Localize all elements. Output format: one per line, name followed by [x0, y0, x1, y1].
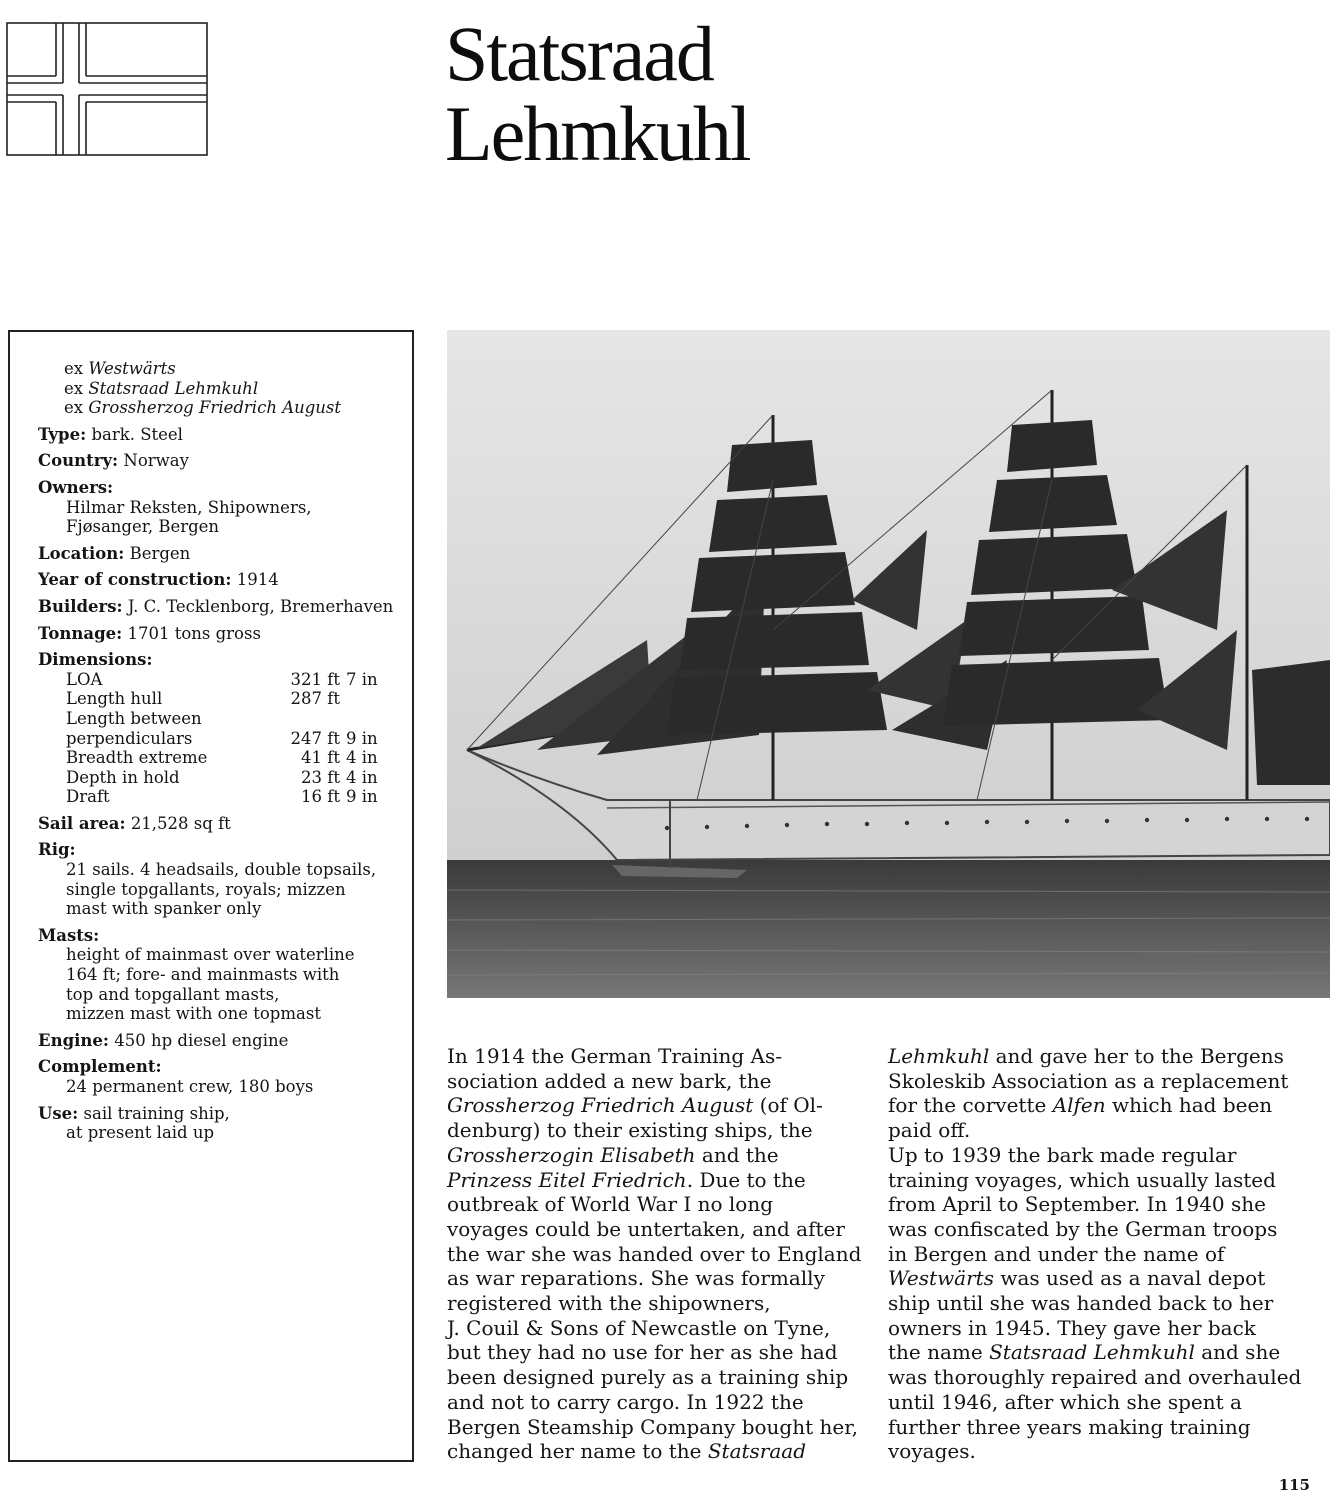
article-line [888, 1192, 1318, 1217]
article-line [888, 1316, 1318, 1341]
article-line [888, 1217, 1318, 1242]
norway-flag-outline-icon [6, 22, 208, 156]
text-run: training voyages, which usually lasted [888, 1167, 1276, 1192]
text-run: owners in 1945. They gave her back [888, 1315, 1256, 1340]
specifications-box [8, 330, 414, 1462]
article-line [888, 1044, 1318, 1069]
title-line-2: Lehmkuhl [445, 90, 750, 177]
spec-dimensions: Dimensions: LOA 321 ft 7 in Length hull 287 ft Length between perpendiculars 247 ft 9 in Breadth extreme 41 ft 4 in Depth in hold 23 ft 4 in Draft 16 ft 9 in [38, 650, 402, 807]
text-run: registered with the shipowners, [447, 1291, 771, 1316]
text-run: further three years making training [888, 1414, 1251, 1439]
former-name: ex Statsraad Lehmkuhl [64, 378, 259, 398]
text-run: was used as a naval depot [993, 1266, 1266, 1291]
article-line [888, 1093, 1318, 1118]
italic-ship-name: Westwärts [888, 1266, 994, 1291]
italic-ship-name: Statsraad [707, 1439, 807, 1464]
spec-engine: Engine: 450 hp diesel engine [38, 1030, 289, 1050]
italic-ship-name: Statsraad Lehmkuhl [989, 1340, 1195, 1365]
article-line [447, 1217, 862, 1242]
spec-location: Location: Bergen [38, 543, 191, 563]
italic-ship-name: Grossherzog Friedrich August [447, 1093, 754, 1118]
former-name: ex Grossherzog Friedrich August [64, 398, 342, 418]
page-title [445, 10, 750, 177]
article-line [447, 1093, 862, 1118]
article-line [888, 1069, 1318, 1094]
text-run: for the corvette [888, 1093, 1053, 1118]
article-line [447, 1340, 862, 1365]
text-run: but they had no use for her as she had [447, 1340, 838, 1365]
article-line [888, 1291, 1318, 1316]
text-run: J. Couil & Sons of Newcastle on Tyne, [447, 1315, 831, 1340]
article-line [447, 1168, 862, 1193]
article-line [447, 1242, 862, 1267]
text-run: denburg) to their existing ships, the [447, 1118, 813, 1143]
article-column-2 [888, 1044, 1318, 1464]
text-run: . Due to the [686, 1167, 806, 1192]
spec-masts: Masts: height of mainmast over waterline 164 ft; fore- and mainmasts with top and topgallant masts, mizzen mast with one topmast [38, 925, 355, 1024]
spec-complement: Complement: 24 permanent crew, 180 boys [38, 1057, 314, 1096]
text-run: paid off. [888, 1118, 971, 1143]
text-run: the war she was handed over to England [447, 1241, 862, 1266]
text-run: sociation added a new bark, the [447, 1068, 772, 1093]
spec-builders: Builders: J. C. Tecklenborg, Bremerhaven [38, 596, 394, 616]
text-run: Bergen Steamship Company bought her, [447, 1414, 858, 1439]
spec-tonnage: Tonnage: 1701 tons gross [38, 623, 261, 643]
article-line [447, 1069, 862, 1094]
spec-country: Country: Norway [38, 451, 189, 471]
text-run: until 1946, after which she spent a [888, 1389, 1242, 1414]
article-line [888, 1415, 1318, 1440]
text-run: Skoleskib Association as a replacement [888, 1068, 1289, 1093]
page-number: 115 [1278, 1476, 1310, 1494]
article-column-1 [447, 1044, 862, 1464]
article-line [888, 1439, 1318, 1464]
former-name: ex Westwärts [64, 359, 176, 378]
text-run: in Bergen and under the name of [888, 1241, 1225, 1266]
article-line [447, 1044, 862, 1069]
text-run: as war reparations. She was formally [447, 1266, 825, 1291]
article-line [447, 1316, 862, 1341]
article-line [447, 1415, 862, 1440]
text-run: Up to 1939 the bark made regular [888, 1142, 1237, 1167]
text-run: voyages. [888, 1439, 976, 1464]
italic-ship-name: Prinzess Eitel Friedrich [447, 1167, 687, 1192]
text-run: and not to carry cargo. In 1922 the [447, 1389, 804, 1414]
text-run: and the [695, 1142, 779, 1167]
former-names [38, 359, 402, 418]
article-line [447, 1365, 862, 1390]
article-line [447, 1192, 862, 1217]
text-run: (of Ol- [753, 1093, 823, 1118]
article-line [447, 1266, 862, 1291]
text-run: and gave her to the Bergens [989, 1044, 1284, 1068]
article-line [888, 1242, 1318, 1267]
text-run: been designed purely as a training ship [447, 1365, 849, 1390]
article-line [888, 1365, 1318, 1390]
article-line [888, 1118, 1318, 1143]
article-line [888, 1340, 1318, 1365]
spec-use: Use: sail training ship, at present laid up [38, 1103, 230, 1143]
article-line [888, 1266, 1318, 1291]
article-line [888, 1390, 1318, 1415]
article-line [447, 1291, 862, 1316]
text-run: outbreak of World War I no long [447, 1192, 774, 1217]
text-run: from April to September. In 1940 she [888, 1192, 1266, 1217]
spec-rig: Rig: 21 sails. 4 headsails, double topsails, single topgallants, royals; mizzen mast with spanker only [38, 840, 377, 919]
text-run: ship until she was handed back to her [888, 1291, 1274, 1316]
article-line [447, 1143, 862, 1168]
text-run: was confiscated by the German troops [888, 1216, 1278, 1241]
spec-type: Type: bark. Steel [38, 424, 183, 444]
text-run: voyages could be untertaken, and after [447, 1216, 845, 1241]
article-line [888, 1143, 1318, 1168]
article-line [447, 1118, 862, 1143]
text-run: which had been [1105, 1093, 1273, 1118]
italic-ship-name: Grossherzogin Elisabeth [447, 1142, 696, 1167]
text-run: changed her name to the [447, 1439, 708, 1464]
text-run: and she [1194, 1340, 1281, 1365]
text-run: In 1914 the German Training As- [447, 1044, 783, 1068]
italic-ship-name: Alfen [1052, 1093, 1106, 1118]
article-line [447, 1439, 862, 1464]
article-line [888, 1168, 1318, 1193]
dimensions-table: LOA 321 ft 7 in Length hull 287 ft Length between perpendiculars 247 ft 9 in Breadth extreme 41 ft 4 in Depth in hold 23 ft 4 in Draft 16 ft 9 in [66, 669, 378, 807]
text-run: was thoroughly repaired and overhauled [888, 1365, 1302, 1390]
spec-year: Year of construction: 1914 [38, 570, 279, 590]
spec-owners: Owners: Hilmar Reksten, Shipowners, Fjøsanger, Bergen [38, 477, 312, 537]
title-line-1: Statsraad [445, 10, 713, 97]
ship-photo [447, 330, 1330, 998]
article-line [447, 1390, 862, 1415]
italic-ship-name: Lehmkuhl [888, 1044, 990, 1068]
spec-sail-area: Sail area: 21,528 sq ft [38, 813, 231, 833]
text-run: the name [888, 1340, 990, 1365]
